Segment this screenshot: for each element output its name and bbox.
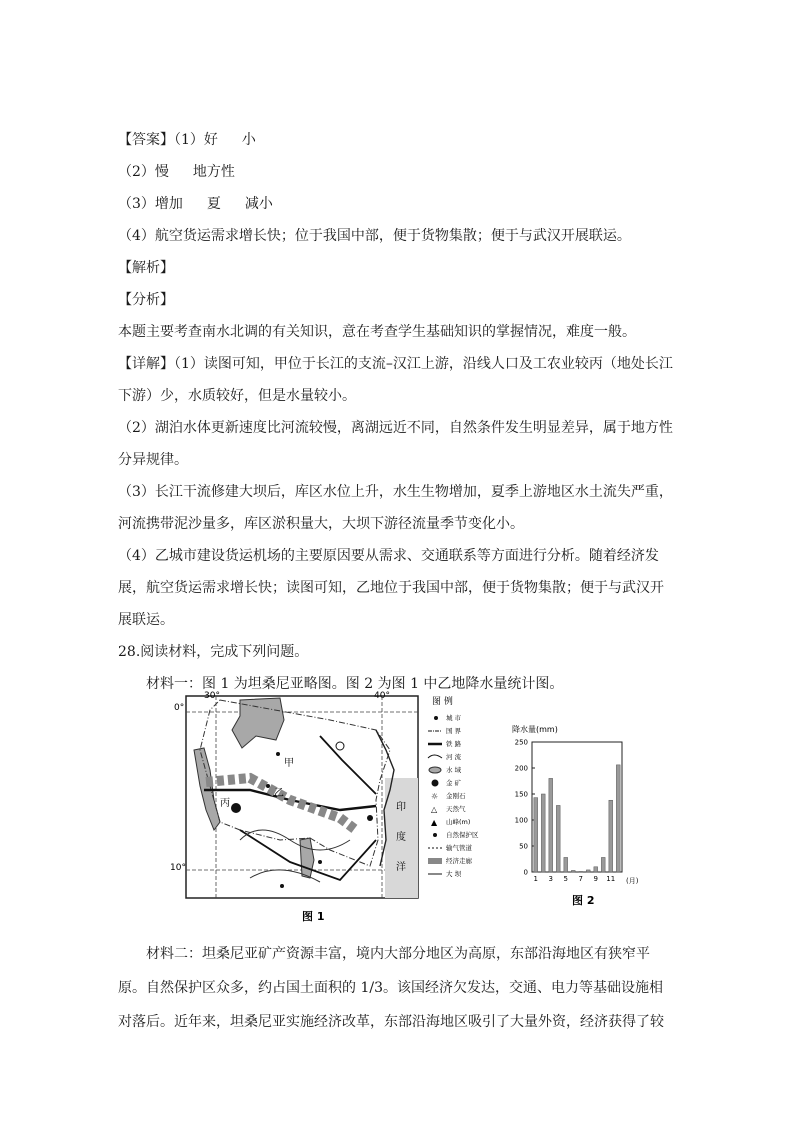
- diamond-icon: ☼: [431, 792, 439, 801]
- figure-2-caption: 图 2: [572, 894, 595, 907]
- x-tick-label: 1: [533, 875, 538, 883]
- precip-bar-month-3: [549, 778, 553, 872]
- chart-title: 降水量(mm): [512, 725, 558, 734]
- x-tick-label: 11: [606, 875, 616, 883]
- precip-bar-month-1: [534, 798, 538, 872]
- svg-text:度: 度: [396, 832, 406, 843]
- fenxi-label: 【分析】: [118, 292, 174, 308]
- figure-1-caption: 图 1: [302, 910, 325, 923]
- analysis-label: 【解析】: [118, 260, 174, 276]
- svg-text:印: 印: [396, 802, 406, 813]
- material-2-line-3: 对落后。近年来，坦桑尼亚实施经济改革，东部沿海地区吸引了大量外资，经济获得了较: [118, 1014, 664, 1030]
- svg-text:天然气: 天然气: [446, 805, 466, 813]
- y-tick-label: 250: [514, 738, 528, 747]
- svg-text:金 矿: 金 矿: [446, 779, 462, 787]
- peak-icon: ▲: [431, 818, 438, 827]
- svg-text:水 域: 水 域: [446, 766, 462, 774]
- answer-line-1: 【答案】（1）好 小: [118, 132, 256, 148]
- analysis-summary: 本题主要考查南水北调的有关知识，意在考查学生基础知识的掌握情况，难度一般。: [118, 324, 636, 340]
- precip-bar-month-10: [601, 857, 605, 872]
- material-2-line-1: 材料二：坦桑尼亚矿产资源丰富，境内大部分地区为高原，东部沿海地区有狭窄平: [146, 946, 650, 962]
- precip-bar-month-8: [586, 870, 590, 872]
- y-tick-label: 100: [514, 816, 528, 825]
- gas-icon: △: [431, 805, 438, 814]
- svg-text:自然保护区: 自然保护区: [446, 831, 479, 839]
- material-1: 材料一：图 1 为坦桑尼亚略图。图 2 为图 1 中乙地降水量统计图。: [146, 676, 564, 692]
- lat-0-label: 0°: [174, 703, 185, 713]
- svg-text:山峰(m): 山峰(m): [446, 818, 471, 826]
- gold-mine-icon: [231, 803, 241, 813]
- precip-bar-month-7: [579, 871, 583, 872]
- svg-text:城 市: 城 市: [446, 714, 462, 722]
- precip-bar-month-6: [571, 870, 575, 872]
- detail-label: 【详解】: [118, 356, 174, 372]
- city-south: [280, 884, 284, 888]
- lon-30-label: 30°: [204, 691, 220, 701]
- svg-text:铁 路: 铁 路: [446, 740, 462, 748]
- x-tick-label: 9: [593, 875, 598, 883]
- detail-line-3b: 河流携带泥沙量多，库区淤积量大，大坝下游径流量季节变化小。: [118, 516, 524, 532]
- lat-10-label: 10°: [170, 863, 186, 873]
- svg-text:大 坝: 大 坝: [446, 870, 462, 878]
- svg-text:图 例: 图 例: [432, 697, 453, 707]
- svg-text:洋: 洋: [396, 862, 406, 873]
- precip-bar-month-12: [616, 765, 620, 872]
- precip-bar-month-5: [564, 857, 568, 872]
- detail-line-4b: 展，航空货运需求增长快；读图可知，乙地位于我国中部，便于货物集散；便于与武汉开: [118, 580, 664, 596]
- y-tick-label: 200: [514, 764, 528, 773]
- city-yi: [266, 784, 270, 788]
- answer-line-4: （4）航空货运需求增长快；位于我国中部，便于货物集散；便于与武汉开展联运。: [118, 228, 631, 244]
- question-28-title: 28.阅读材料，完成下列问题。: [118, 644, 309, 660]
- city-jia: [276, 752, 280, 756]
- svg-text:河 流: 河 流: [446, 753, 462, 761]
- place-bing: 丙: [220, 798, 230, 809]
- mountain-kilimanjaro: [336, 742, 344, 750]
- x-tick-label: 7: [578, 875, 583, 883]
- lon-40-label: 40°: [374, 691, 390, 701]
- precip-bar-month-2: [541, 794, 545, 872]
- x-tick-label: 3: [548, 875, 553, 883]
- answer-line-2: （2）慢 地方性: [118, 164, 235, 180]
- city-dar: [367, 815, 373, 821]
- detail-line-2b: 分异规律。: [118, 452, 188, 468]
- detail-line-4c: 展联运。: [118, 612, 174, 628]
- material-2-line-2: 原。自然保护区众多，约占国土面积的 1/3。该国经济欠发达，交通、电力等基础设施相: [118, 980, 663, 996]
- y-tick-label: 150: [514, 790, 528, 799]
- answer-label: 【答案】: [118, 132, 174, 148]
- answer-line-3: （3）增加 夏 减小: [118, 196, 273, 212]
- detail-line-1b: 下游）少，水质较好，但是水量较小。: [118, 388, 356, 404]
- svg-text:经济走廊: 经济走廊: [446, 857, 472, 865]
- x-axis-unit: (月): [626, 877, 639, 885]
- precip-bar-month-4: [556, 805, 560, 872]
- detail-line-3a: （3）长江干流修建大坝后，库区水位上升，水生生物增加，夏季上游地区水土流失严重，: [118, 484, 673, 500]
- svg-text:输气管道: 输气管道: [446, 844, 472, 852]
- precipitation-chart: [502, 722, 682, 912]
- svg-text:金刚石: 金刚石: [446, 792, 466, 800]
- precip-bar-month-9: [594, 867, 598, 872]
- x-tick-label: 5: [563, 875, 568, 883]
- detail-line-4a: （4）乙城市建设货运机场的主要原因要从需求、交通联系等方面进行分析。随着经济发: [118, 548, 659, 564]
- map-legend: [428, 695, 479, 878]
- svg-text:国 界: 国 界: [446, 727, 462, 735]
- city-southeast: [318, 860, 322, 864]
- y-tick-label: 50: [519, 842, 528, 851]
- detail-line-2a: （2）湖泊水体更新速度比河流较慢，离湖远近不同，自然条件发生明显差异，属于地方性: [118, 420, 673, 436]
- detail-line-1a: 【详解】（1）读图可知，甲位于长江的支流–汉江上游，沿线人口及工农业较丙（地处长江: [118, 356, 673, 372]
- plot-frame: [532, 742, 622, 872]
- tanzania-map: [170, 690, 480, 930]
- precip-bar-month-11: [609, 800, 613, 872]
- place-jia: 甲: [284, 758, 294, 769]
- y-tick-label: 0: [523, 868, 528, 877]
- place-yi: 乙: [274, 788, 284, 799]
